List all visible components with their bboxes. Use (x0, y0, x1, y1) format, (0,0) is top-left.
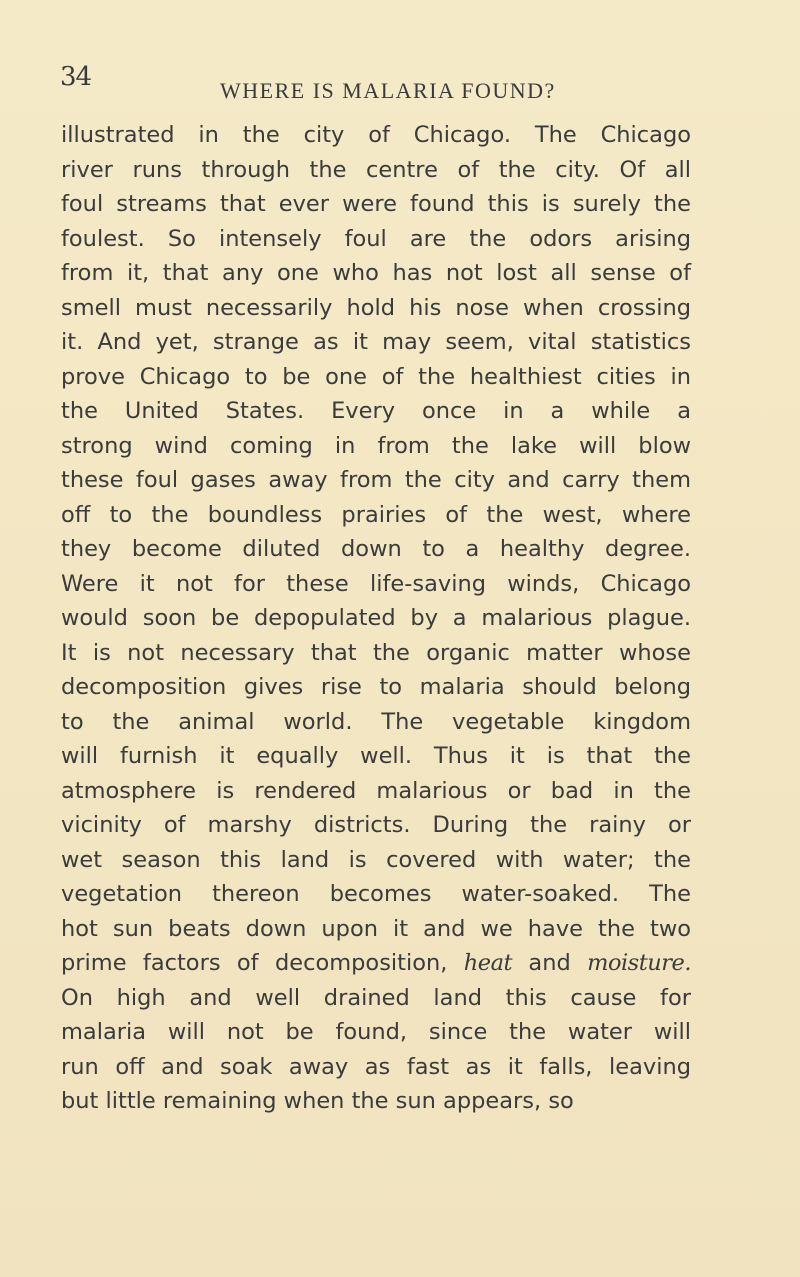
text-line: the United States. Every once in a while a (61, 398, 691, 424)
line-text-before: prime factors of decomposition, (61, 950, 464, 976)
text-line: will furnish it equally well. Thus it is that the (61, 743, 691, 769)
text-line: foulest. So intensely foul are the odors arising (61, 225, 691, 252)
text-line: from it, that any one who has not lost all sense of (61, 260, 691, 286)
text-line: malaria will not be found, since the water will (61, 1019, 691, 1045)
text-line: but little remaining when the sun appears, so (61, 1088, 574, 1114)
text-line: Were it not for these life-saving winds, Chicago (61, 570, 691, 597)
text-line: illustrated in the city of Chicago. The Chicago (61, 122, 691, 148)
italic-heat: heat (463, 950, 513, 976)
text-line: It is not necessary that the organic matter whose (61, 639, 691, 666)
italic-moisture: moisture. (587, 950, 691, 976)
text-line: On high and well drained land this cause for (61, 984, 691, 1011)
text-line: decomposition gives rise to malaria should belong (61, 674, 691, 700)
text-line-with-italics (61, 946, 691, 981)
text-line: smell must necessarily hold his nose when crossing (61, 294, 691, 321)
text-line: off to the boundless prairies of the west, where (61, 501, 691, 528)
text-line: foul streams that ever were found this is surely the (61, 191, 691, 217)
text-line: these foul gases away from the city and carry them (61, 467, 691, 493)
text-line: atmosphere is rendered malarious or bad in the (61, 777, 691, 804)
line-text-middle: and (512, 950, 588, 976)
text-line: hot sun beats down upon it and we have the two (61, 915, 691, 942)
text-line: run off and soak away as fast as it falls, leaving (61, 1053, 691, 1080)
text-line: vicinity of marshy districts. During the rainy or (61, 812, 691, 838)
running-title: WHERE IS MALARIA FOUND? (220, 78, 556, 103)
text-line: vegetation thereon becomes water-soaked. The (61, 881, 691, 907)
text-line: river runs through the centre of the city. Of all (61, 156, 691, 183)
text-line: prove Chicago to be one of the healthiest cities in (61, 363, 691, 390)
body-text (61, 118, 691, 1119)
text-line: strong wind coming in from the lake will blow (61, 432, 691, 459)
text-line: wet season this land is covered with water; the (61, 846, 691, 873)
text-line: to the animal world. The vegetable kingdom (61, 708, 691, 735)
text-line: it. And yet, strange as it may seem, vital statistics (61, 329, 691, 355)
text-line: would soon be depopulated by a malarious plague. (61, 605, 691, 631)
page-number: 34 (60, 62, 92, 92)
text-line: they become diluted down to a healthy degree. (61, 536, 691, 562)
